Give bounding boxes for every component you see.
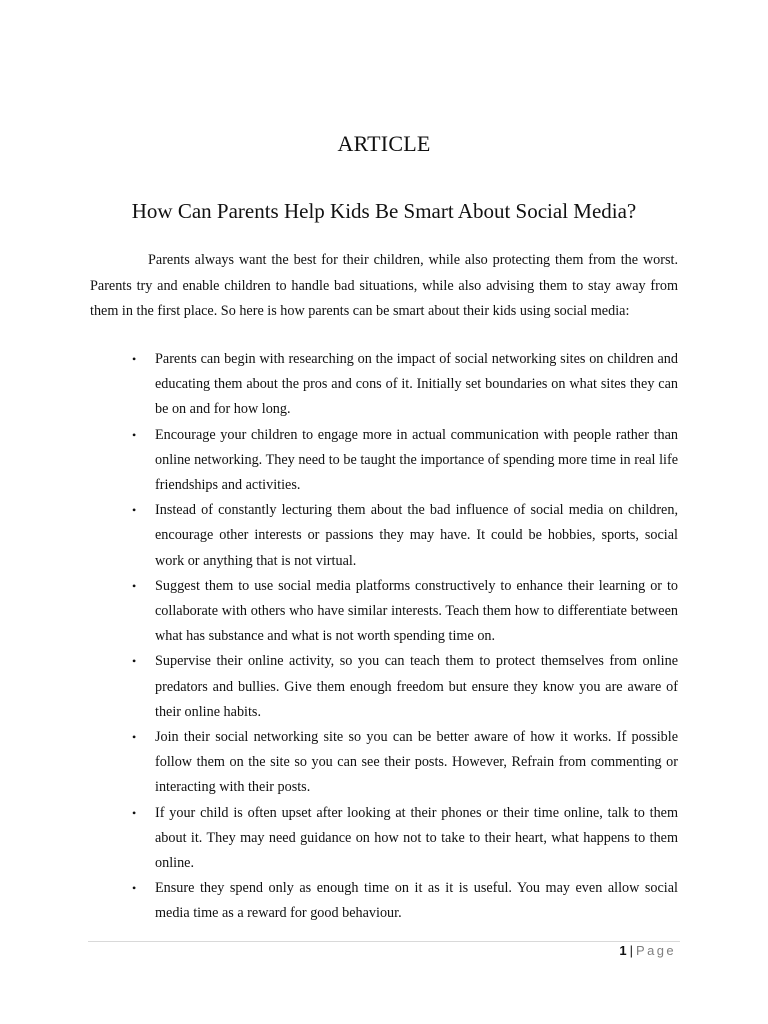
bullet-text: Instead of constantly lecturing them about the bad influence of social media on children, encourage other interests or passions they may have. It could be hobbies, sports, social work or anything that is not virtual. xyxy=(155,502,678,569)
bullet-text: Supervise their online activity, so you can teach them to protect themselves from online predators and bullies. Give them enough freedom but ensure they know you are aware of their online habits. xyxy=(155,653,678,720)
bullet-item xyxy=(90,498,678,574)
page-footer xyxy=(619,943,676,958)
bullet-text: Ensure they spend only as enough time on it as it is useful. You may even allow social media time as a reward for good behaviour. xyxy=(155,880,678,922)
bullet-text: If your child is often upset after looking at their phones or their time online, talk to them about it. They may need guidance on how not to take to their heart, what happens to them online. xyxy=(155,804,678,872)
bullet-item xyxy=(90,649,678,725)
bullet-item xyxy=(90,574,678,650)
footer-divider xyxy=(88,941,680,942)
bullet-text: Suggest them to use social media platforms constructively to enhance their learning or to collaborate with others who have similar interests. Teach them how to differentiate between what has substance and what is not worth spending time on. xyxy=(155,577,678,645)
bullet-icon: • xyxy=(132,503,137,518)
bullet-text: Parents can begin with researching on the impact of social networking sites on children and educating them about the pros and cons of it. Initially set boundaries on what sites they can be on and for how long. xyxy=(155,351,678,418)
page-separator: | xyxy=(629,943,634,958)
bullet-icon: • xyxy=(132,578,137,593)
bullet-icon: • xyxy=(132,352,137,366)
bullet-list xyxy=(90,347,678,927)
bullet-icon: • xyxy=(132,805,137,820)
bullet-item xyxy=(90,876,678,926)
bullet-item xyxy=(90,423,678,499)
bullet-icon: • xyxy=(132,730,137,745)
bullet-item xyxy=(90,347,678,423)
intro-paragraph: Parents always want the best for their children, while also protecting them from the worst. Parents try and enable children to handle bad situations, while also advising them to stay away from them in the first place. So here is how parents can be smart about their kids using social media: xyxy=(90,252,678,319)
bullet-icon: • xyxy=(132,881,137,896)
bullet-item xyxy=(90,725,678,801)
document-title: How Can Parents Help Kids Be Smart About Social Media? xyxy=(131,199,637,223)
document-label: ARTICLE xyxy=(337,131,431,156)
bullet-text: Encourage your children to engage more in actual communication with people rather than online networking. They need to be taught the importance of spending more time in real life friendships and activities. xyxy=(155,426,678,494)
page-word: Page xyxy=(636,943,676,958)
bullet-icon: • xyxy=(132,427,137,442)
bullet-text: Join their social networking site so you can be better aware of how it works. If possible follow them on the site so you can see their posts. However, Refrain from commenting or interacting with their posts. xyxy=(155,729,678,796)
bullet-item xyxy=(90,801,678,877)
page-number: 1 xyxy=(619,943,627,958)
bullet-icon: • xyxy=(132,654,137,669)
